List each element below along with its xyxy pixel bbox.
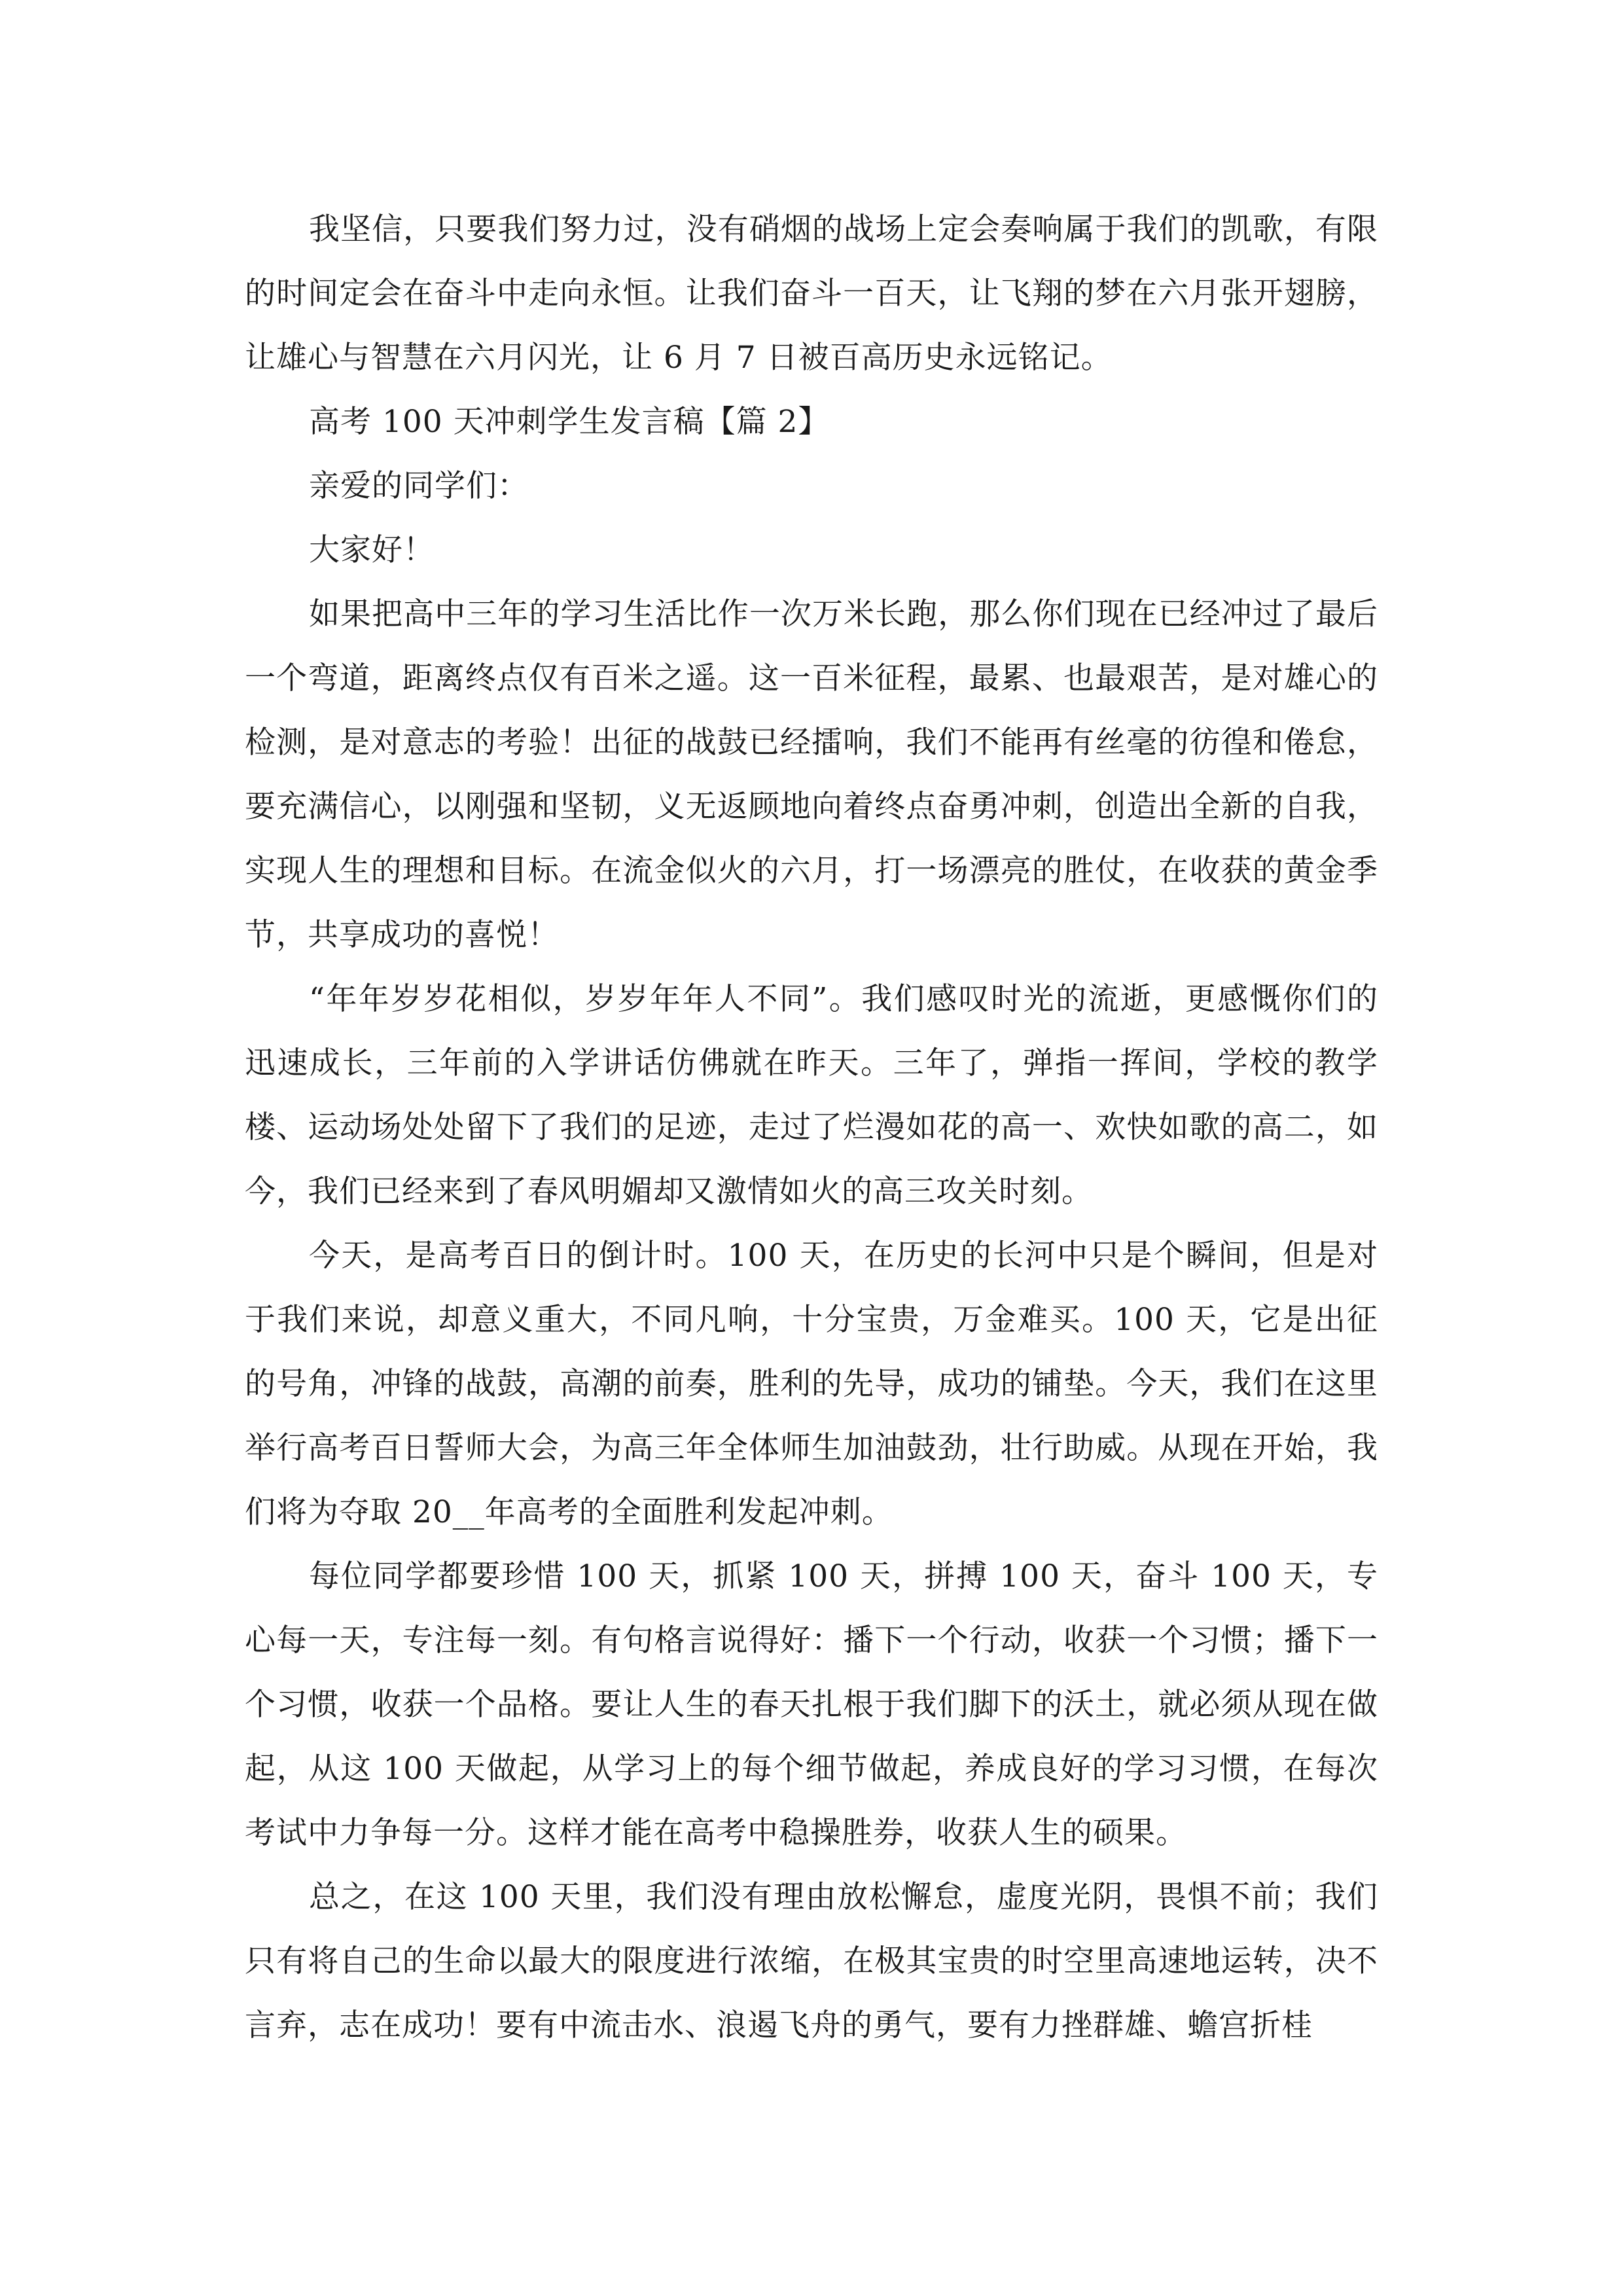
paragraph-body-2: “年年岁岁花相似，岁岁年年人不同”。我们感叹时光的流逝，更感慨你们的迅速成长，三年前的入学讲话仿佛就在昨天。三年了，弹指一挥间，学校的教学楼、运动场处处留下了我们的足迹，走过了烂漫如花的高一、欢快如歌的高二，如今，我们已经来到了春风明媚却又激情如火的高三攻关时刻。 — [245, 981, 1378, 1210]
salutation: 亲爱的同学们： — [309, 468, 529, 504]
document-page — [245, 198, 1378, 2058]
section-heading: 高考 100 天冲刺学生发言稿【篇 2】 — [309, 404, 830, 440]
paragraph-body-4: 每位同学都要珍惜 100 天，抓紧 100 天，拼搏 100 天，奋斗 100 天，专心每一天，专注每一刻。有句格言说得好：播下一个行动，收获一个习惯；播下一个习惯，收获一个品格。要让人生的春天扎根于我们脚下的沃土，就必须从现在做起，从这 100 天做起，从学习上的每个细节做起，养成良好的学习习惯，在每次考试中力争每一分。这样才能在高考中稳操胜券，收获人生的硕果。 — [245, 1558, 1378, 1851]
paragraph-body-3: 今天，是高考百日的倒计时。100 天，在历史的长河中只是个瞬间，但是对于我们来说，却意义重大，不同凡响，十分宝贵，万金难买。100 天，它是出征的号角，冲锋的战鼓，高潮的前奏，胜利的先导，成功的铺垫。今天，我们在这里举行高考百日誓师大会，为高三年全体师生加油鼓劲，壮行助威。从现在开始，我们将为夺取 20__年高考的全面胜利发起冲刺。 — [245, 1238, 1378, 1530]
paragraph-closing: 我坚信，只要我们努力过，没有硝烟的战场上定会奏响属于我们的凯歌，有限的时间定会在奋斗中走向永恒。让我们奋斗一百天，让飞翔的梦在六月张开翅膀，让雄心与智慧在六月闪光，让 6 月 7 日被百高历史永远铭记。 — [245, 211, 1378, 376]
paragraph-body-1: 如果把高中三年的学习生活比作一次万米长跑，那么你们现在已经冲过了最后一个弯道，距离终点仅有百米之遥。这一百米征程，最累、也最艰苦，是对雄心的检测，是对意志的考验！出征的战鼓已经擂响，我们不能再有丝毫的彷徨和倦怠，要充满信心，以刚强和坚韧，义无返顾地向着终点奋勇冲刺，创造出全新的自我，实现人生的理想和目标。在流金似火的六月，打一场漂亮的胜仗，在收获的黄金季节，共享成功的喜悦！ — [245, 596, 1378, 953]
greeting: 大家好！ — [309, 532, 435, 568]
paragraph-body-5: 总之，在这 100 天里，我们没有理由放松懈怠，虚度光阴，畏惧不前；我们只有将自己的生命以最大的限度进行浓缩，在极其宝贵的时空里高速地运转，决不言弃，志在成功！要有中流击水、浪遏飞舟的勇气，要有力挫群雄、蟾宫折桂 — [245, 1879, 1378, 2043]
